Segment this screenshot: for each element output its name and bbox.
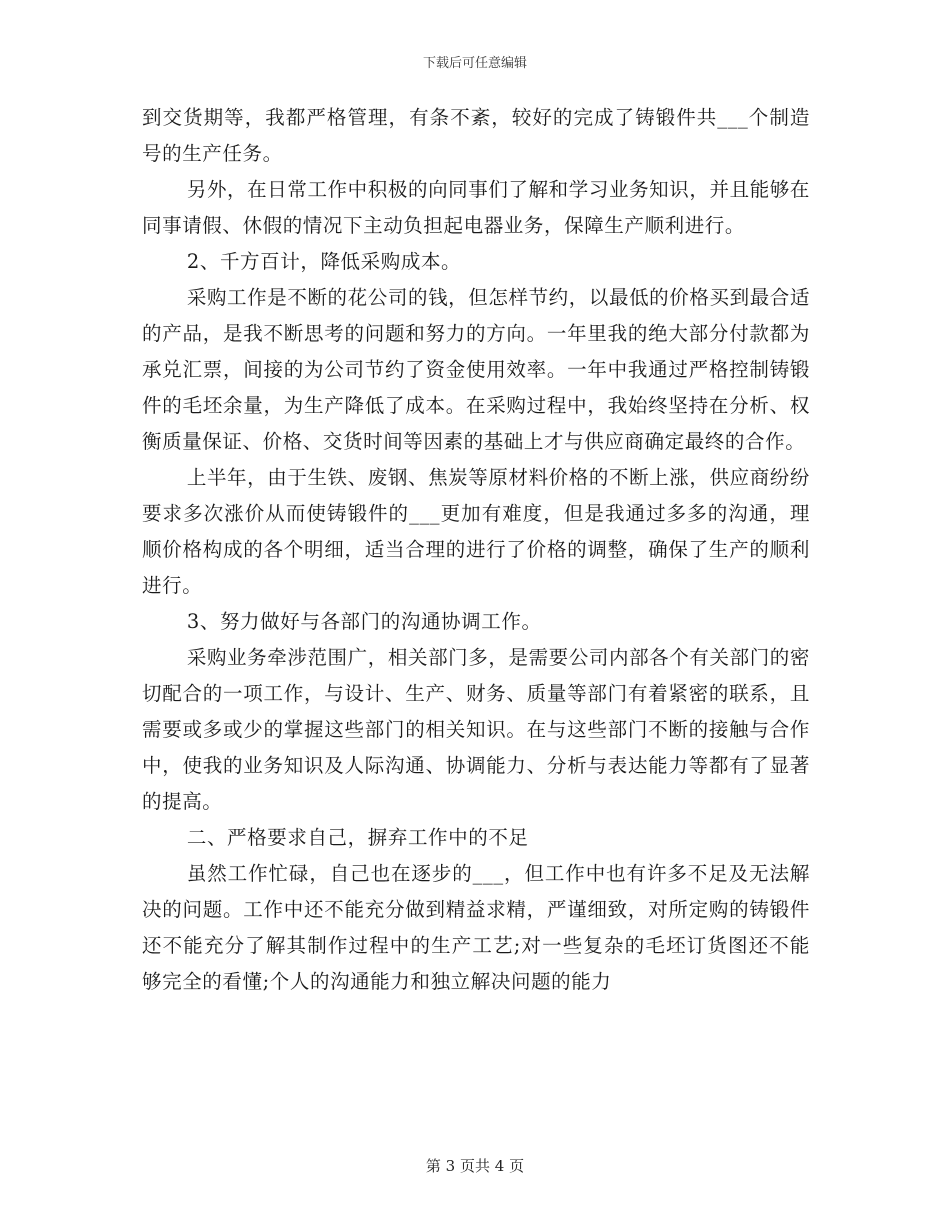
page-footer: 第 3 页共 4 页 — [425, 1157, 525, 1175]
section-heading-3: 3、努力做好与各部门的沟通协调工作。 — [186, 610, 542, 633]
paragraph-1: 到交货期等，我都严格管理，有条不紊，较好的完成了铸锻件共___个制造号的生产任务。 — [142, 106, 810, 165]
document-body — [142, 100, 810, 1000]
section-heading-2: 2、千方百计，降低采购成本。 — [186, 250, 462, 273]
page-header: 下载后可任意编辑 — [422, 56, 527, 71]
paragraph-3: 采购工作是不断的花公司的钱，但怎样节约，以最低的价格买到最合适的产品，是我不断思考的问题和努力的方向。一年里我的绝大部分付款都为承兑汇票，间接的为公司节约了资金使用效率。一年中我通过严格控制铸锻件的毛坯余量，为生产降低了成本。在采购过程中，我始终坚持在分析、权衡质量保证、价格、交货时间等因素的基础上才与供应商确定最终的合作。 — [142, 286, 810, 453]
chapter-heading-2: 二、严格要求自己，摒弃工作中的不足 — [186, 826, 529, 849]
paragraph-5: 采购业务牵涉范围广，相关部门多，是需要公司内部各个有关部门的密切配合的一项工作，与设计、生产、财务、质量等部门有着紧密的联系，且需要或多或少的掌握这些部门的相关知识。在与这些部门不断的接触与合作中，使我的业务知识及人际沟通、协调能力、分析与表达能力等都有了显著的提高。 — [142, 646, 810, 813]
paragraph-4: 上半年，由于生铁、废钢、焦炭等原材料价格的不断上涨，供应商纷纷要求多次涨价从而使铸锻件的___更加有难度，但是我通过多多的沟通，理顺价格构成的各个明细，适当合理的进行了价格的调整，确保了生产的顺利进行。 — [142, 466, 810, 597]
paragraph-2: 另外，在日常工作中积极的向同事们了解和学习业务知识，并且能够在同事请假、休假的情况下主动负担起电器业务，保障生产顺利进行。 — [142, 178, 810, 237]
paragraph-6: 虽然工作忙碌，自己也在逐步的___，但工作中也有许多不足及无法解决的问题。工作中还不能充分做到精益求精，严谨细致，对所定购的铸锻件还不能充分了解其制作过程中的生产工艺;对一些复杂的毛坯订货图还不能够完全的看懂;个人的沟通能力和独立解决问题的能力 — [142, 862, 810, 993]
